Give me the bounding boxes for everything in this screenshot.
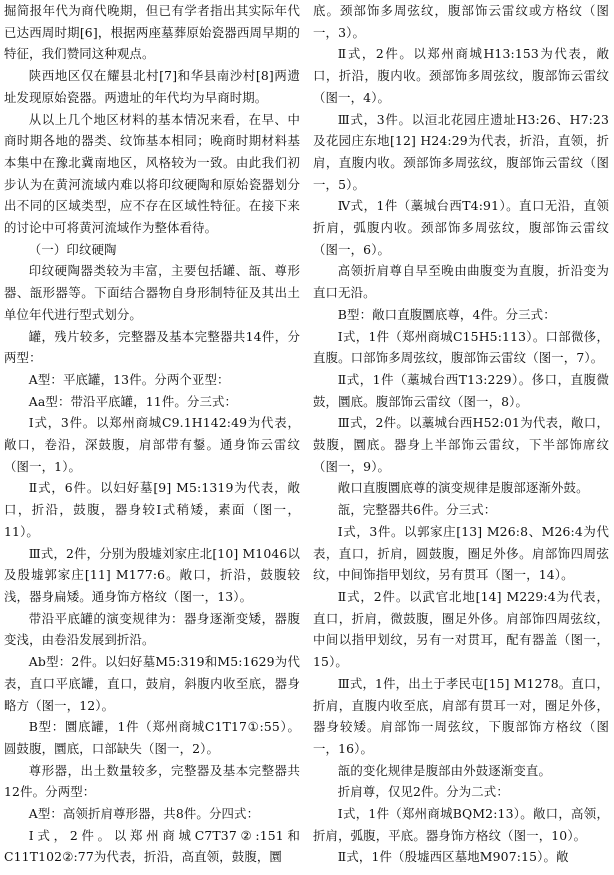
right-column-paragraph: 底。颈部饰多周弦纹，腹部饰云雷纹或方格纹（图一，3）。 <box>313 3 609 40</box>
right-column-paragraph: Ⅱ式，2件。以郑州商城H13:153为代表，敞口，折沿，腹内收。颈部饰多周弦纹，腹部饰云雷纹（图一，4）。 <box>313 46 609 105</box>
left-column-paragraph: Ⅰ式，3件。以郑州商城C9.1H142:49为代表，敞口，卷沿，深鼓腹，肩部带有鋬。通身饰云雷纹（图一，1）。 <box>4 415 300 474</box>
right-column-paragraph: Ⅱ式，1件（殷墟西区墓地M907:15）。敞 <box>337 849 569 865</box>
left-column-paragraph: A型：平底罐，13件。分两个亚型： <box>28 371 230 387</box>
right-column-paragraph: Ⅱ式，2件。以武官北地[14] M229:4为代表，直口，折肩，微鼓腹，圈足外侈。肩部饰四周弦纹，中间以指甲划纹，另有一对贯耳，配有器盖（图一，15）。 <box>313 588 609 670</box>
left-column-paragraph: Ⅰ式，2件。以郑州商城C7T37②:151和C11T102②:77为代表，折沿，高直领，鼓腹，圜 <box>4 827 300 865</box>
right-column-paragraph: 瓿的变化规律是腹部由外鼓逐渐变直。 <box>337 762 551 778</box>
left-column-paragraph: Ⅱ式，6件。以妇好墓[9] M5:1319为代表，敞口，折沿，鼓腹，器身较Ⅰ式稍矮，素面（图一，11）。 <box>4 480 300 539</box>
right-column-paragraph: Ⅲ式，2件。以藁城台西H52:01为代表，敞口，鼓腹，圜底。器身上半部饰云雷纹，下半部饰席纹（图一，9）。 <box>313 415 609 474</box>
left-column-paragraph: 掘简报年代为商代晚期，但已有学者指出其实际年代已达西周时期[6]，根据两座墓葬原始瓷器西周早期的特征，我们赞同这种观点。 <box>4 3 300 62</box>
right-column <box>313 0 609 868</box>
left-column-paragraph: 陕西地区仅在耀县北村[7]和华县南沙村[8]两遗址发现原始瓷器。两遗址的年代均为早商时期。 <box>4 68 300 105</box>
right-column-paragraph: 折肩尊，仅见2件。分为二式： <box>337 784 509 800</box>
right-column-paragraph: Ⅰ式，1件（郑州商城C15H5:113）。口部微侈，直腹。口部饰多周弦纹，腹部饰云雷纹（图一，7）。 <box>313 328 609 366</box>
right-column-paragraph: B型：敞口直腹圜底尊，4件。分三式： <box>337 306 556 322</box>
right-column-paragraph: 瓿，完整器共6件。分三式： <box>337 502 497 518</box>
left-column-paragraph: Ab型：2件。以妇好墓M5:319和M5:1629为代表，直口平底罐，直口，鼓肩，斜腹内收至底，器身略方（图一，12）。 <box>4 654 300 713</box>
right-column-paragraph: Ⅲ式，1件，出土于孝民屯[15] M1278。直口，折肩，直腹内收至底，肩部有贯耳一对，圈足外侈，器身较矮。肩部饰一周弦纹，下腹部饰方格纹（图一，16）。 <box>313 675 609 756</box>
right-column-paragraph: Ⅰ式，1件（郑州商城BQM2:13）。敞口，高领，折肩，弧腹，平底。器身饰方格纹（图一，10）。 <box>313 806 609 843</box>
left-column-paragraph: （一）印纹硬陶 <box>28 241 117 257</box>
left-column-paragraph: Aa型：带沿平底罐，11件。分三式： <box>28 393 238 409</box>
right-column-paragraph: Ⅲ式，3件。以洹北花园庄遗址H3:26、H7:23及花园庄东地[12] H24:29为代表，折沿，直领，折肩，直腹内收。颈部饰多周弦纹，腹部饰云雷纹（图一，5）。 <box>313 111 609 192</box>
right-column-paragraph: Ⅰ式，3件。以郭家庄[13] M26:8、M26:4为代表，直口，折肩，圆鼓腹，圈足外侈。肩部饰四周弦纹，中间饰指甲划纹，另有贯耳（图一，14）。 <box>313 523 609 583</box>
left-column-paragraph: Ⅲ式，2件，分别为殷墟刘家庄北[10] M1046以及殷墟郭家庄[11] M177:6。敞口，折沿，鼓腹较浅，器身扁矮。通身饰方格纹（图一，13）。 <box>4 545 300 604</box>
left-column-paragraph: A型：高领折肩尊形器，共8件。分四式： <box>28 806 260 822</box>
right-column-paragraph: 敞口直腹圜底尊的演变规律是腹部逐渐外鼓。 <box>337 480 589 496</box>
left-column-paragraph: B型：圜底罐，1件（郑州商城C1T17①:55）。圆鼓腹，圜底，口部缺失（图一，2）。 <box>4 719 300 756</box>
left-column-paragraph: 从以上几个地区材料的基本情况来看，在早、中商时期各地的器类、纹饰基本相同；晚商时期材料基本集中在豫北冀南地区，风格较为一致。由此我们初步认为在黄河流域内难以将印纹硬陶和原始瓷器划分出不同的区域类型，应不存在区域性特征。在接下来的讨论中可将黄河流域作为整体看待。 <box>4 111 300 236</box>
left-column-paragraph: 尊形器，出土数量较多，完整器及基本完整器共12件。分两型： <box>4 762 300 800</box>
left-column-paragraph: 印纹硬陶器类较为丰富，主要包括罐、瓿、尊形器、瓿形器等。下面结合器物自身形制特征及其出土单位年代进行型式划分。 <box>4 263 300 322</box>
left-column-paragraph: 罐，残片较多，完整器及基本完整器共14件，分两型： <box>4 328 300 366</box>
left-column <box>4 0 300 868</box>
right-column-paragraph: Ⅱ式，1件（藁城台西T13:229）。侈口，直腹微鼓，圜底。腹部饰云雷纹（图一，8）。 <box>313 371 609 409</box>
right-column-paragraph: Ⅳ式，1件（藁城台西T4:91）。直口无沿，直领折肩，弧腹内收。颈部饰多周弦纹，腹部饰云雷纹（图一，6）。 <box>313 198 609 257</box>
right-column-paragraph: 高领折肩尊自早至晚由曲腹变为直腹，折沿变为直口无沿。 <box>313 263 609 301</box>
left-column-paragraph: 带沿平底罐的演变规律为：器身逐渐变矮，器腹变浅，由卷沿发展到折沿。 <box>4 610 300 648</box>
